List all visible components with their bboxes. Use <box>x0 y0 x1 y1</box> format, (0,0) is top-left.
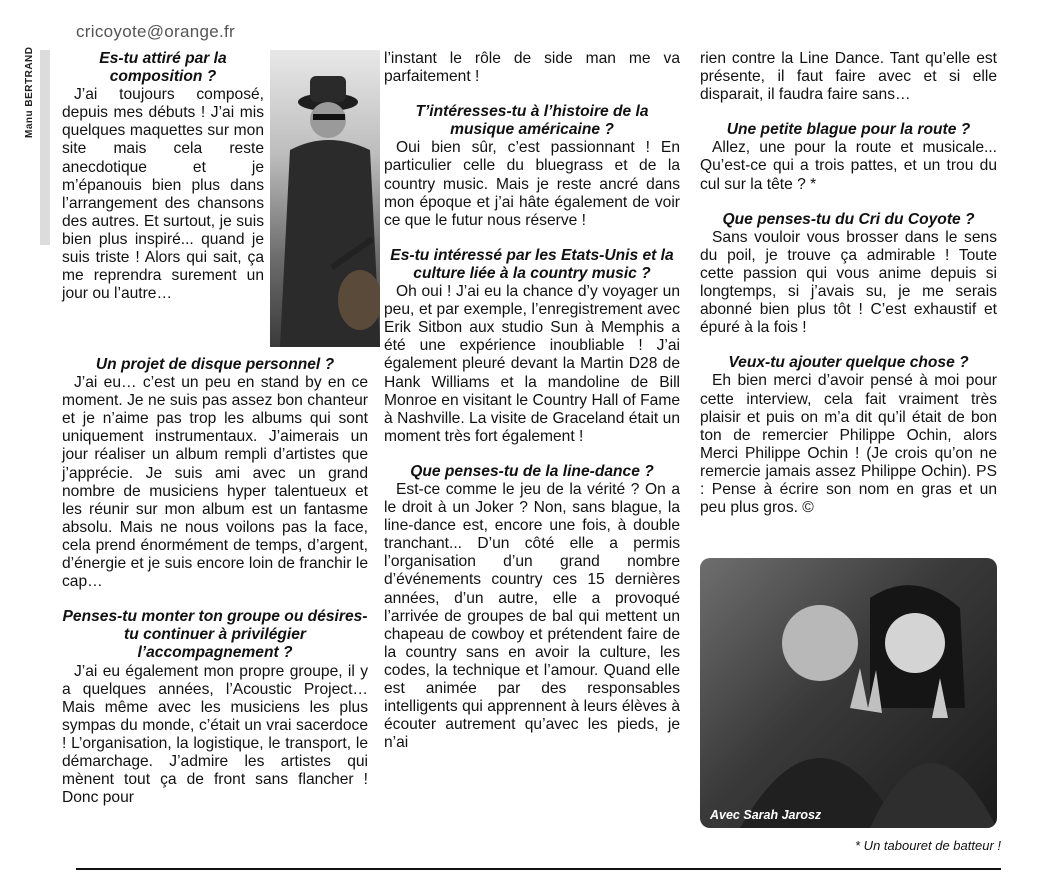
question-personal-album: Un projet de disque personnel ? <box>95 356 335 373</box>
photo-credit: Manu BERTRAND <box>24 46 35 138</box>
answer-cri-du-coyote: Sans vouloir vous brosser dans le sens du poil, je trouve ça admirable ! Toute cette passion qui vous anime depuis si longtemps, si j’avais su, je me serais abonné bien plus tôt ! C’est exhaustif et épuré à la fois ! <box>700 228 997 337</box>
question-group: Penses-tu monter ton groupe ou désires-tu continuer à privilégier l’accompagnement ? <box>62 608 368 662</box>
sarah-jarosz-photo <box>700 558 997 828</box>
answer-usa: Oh oui ! J’ai eu la chance d’y voyager un peu, et par exemple, l’enregistrement avec Erik Sitbon aux studio Sun à Memphis a été une expérience inoubliable ! J’ai également pleuré devant la Martin D28 de Hank Williams et la mandoline de Bill Monroe en visitant le Country Hall of Fame à Nashville. La visite de Graceland était un moment très fort également ! <box>384 283 680 445</box>
bottom-rule <box>76 868 1001 870</box>
column-3 <box>700 50 997 517</box>
question-joke: Une petite blague pour la route ? <box>726 121 971 139</box>
column-1-lower <box>62 356 368 807</box>
photo-caption: Avec Sarah Jarosz <box>710 808 822 822</box>
column-1 <box>62 50 264 303</box>
question-cri-du-coyote: Que penses-tu du Cri du Coyote ? <box>722 210 975 228</box>
footnote: * Un tabouret de batteur ! <box>855 838 1001 853</box>
question-line-dance: Que penses-tu de la line-dance ? <box>410 462 654 480</box>
question-history: T’intéresses-tu à l’histoire de la musique américaine ? <box>415 103 649 139</box>
question-composition: Es-tu attiré par la composition ? <box>99 50 227 86</box>
question-usa: Es-tu intéressé par les Etats-Unis et la culture liée à la country music ? <box>390 246 674 282</box>
answer-line-dance-end: rien contre la Line Dance. Tant qu’elle est présente, il faut faire avec et si elle disparait, il faudra faire sans… <box>700 50 997 104</box>
answer-history: Oui bien sûr, c’est passionnant ! En particulier celle du bluegrass et de la country music. Mais je reste ancré dans mon époque et j’ai hâte également de voir ce que le futur nous réserve ! <box>384 139 680 229</box>
column-2 <box>384 50 680 752</box>
answer-composition: J’ai toujours composé, depuis mes débuts ! J’ai mis quelques maquettes sur mon site mais cela reste anecdotique et je m’épanouis bien plus dans l’arrangement des chansons des autres. Et surtout, je suis bien plus inspiré... quand je suis triste ! Alors qui sait, ça me reprendra surement un jour ou l’autre… <box>62 86 264 303</box>
answer-joke: Allez, une pour la route et musicale... Qu’est-ce qui a trois pattes, et un trou du cul sur la tête ? * <box>700 139 997 193</box>
answer-group-end: l’instant le rôle de side man me va parfaitement ! <box>384 50 680 86</box>
answer-anything-else: Eh bien merci d’avoir pensé à moi pour cette interview, cela fait vraiment très plaisir et puis on m’a dit qu’il était de bon ton de remercier Philippe Ochin, alors Merci Philippe Ochin ! (Je crois qu’on ne remercie jamais assez Philippe Ochin). PS : Pense à écrire son nom en gras et un peu plus gros. © <box>700 372 997 517</box>
musician-illustration <box>270 50 380 347</box>
question-anything-else: Veux-tu ajouter quelque chose ? <box>728 354 969 372</box>
header-email: cricoyote@orange.fr <box>76 22 236 41</box>
side-bar <box>40 50 50 245</box>
photo-illustration <box>700 558 997 828</box>
answer-line-dance: Est-ce comme le jeu de la vérité ? On a le droit à un Joker ? Non, sans blague, la line-dance est, encore une fois, à double tranchant... D’un côté elle a permis l’organisation d’un grand nombre d’événements country ces 15 dernières années, d’un autre, elle a provoqué l’arrivée de groupes de bal qui mettent un chapeau de cowboy et prétendent faire de la country sans en avoir la culture, les codes, la technique et l’amour. Quand elle est animée par des responsables intelligents qui apprennent à leurs élèves à écouter autrement qu’avec les pieds, je n’ai <box>384 480 680 752</box>
answer-group: J’ai eu également mon propre groupe, il y a quelques années, l’Acoustic Project… Mais même avec les musiciens les plus sympas du monde, c’était un vrai sacerdoce ! L’organisation, la logistique, le transport, le démarchage. J’admire les artistes qui mènent tout ça de front sans flancher ! Donc pour <box>62 662 368 807</box>
musician-photo <box>270 50 380 347</box>
answer-personal-album: J’ai eu… c’est un peu en stand by en ce moment. Je ne suis pas assez bon chanteur et je n’aime pas trop les albums qui sont uniquement instrumentaux. J’aimerais un jour réaliser un album rempli d’artistes que j’apprécie. Je suis ami avec un grand nombre de musiciens hyper talentueux et les réunir sur mon album est un fantasme absolu. Mais ne nous voilons pas la face, cela prend énormément de temps, d’argent, d’énergie et je suis encore loin de franchir le cap… <box>62 374 368 591</box>
